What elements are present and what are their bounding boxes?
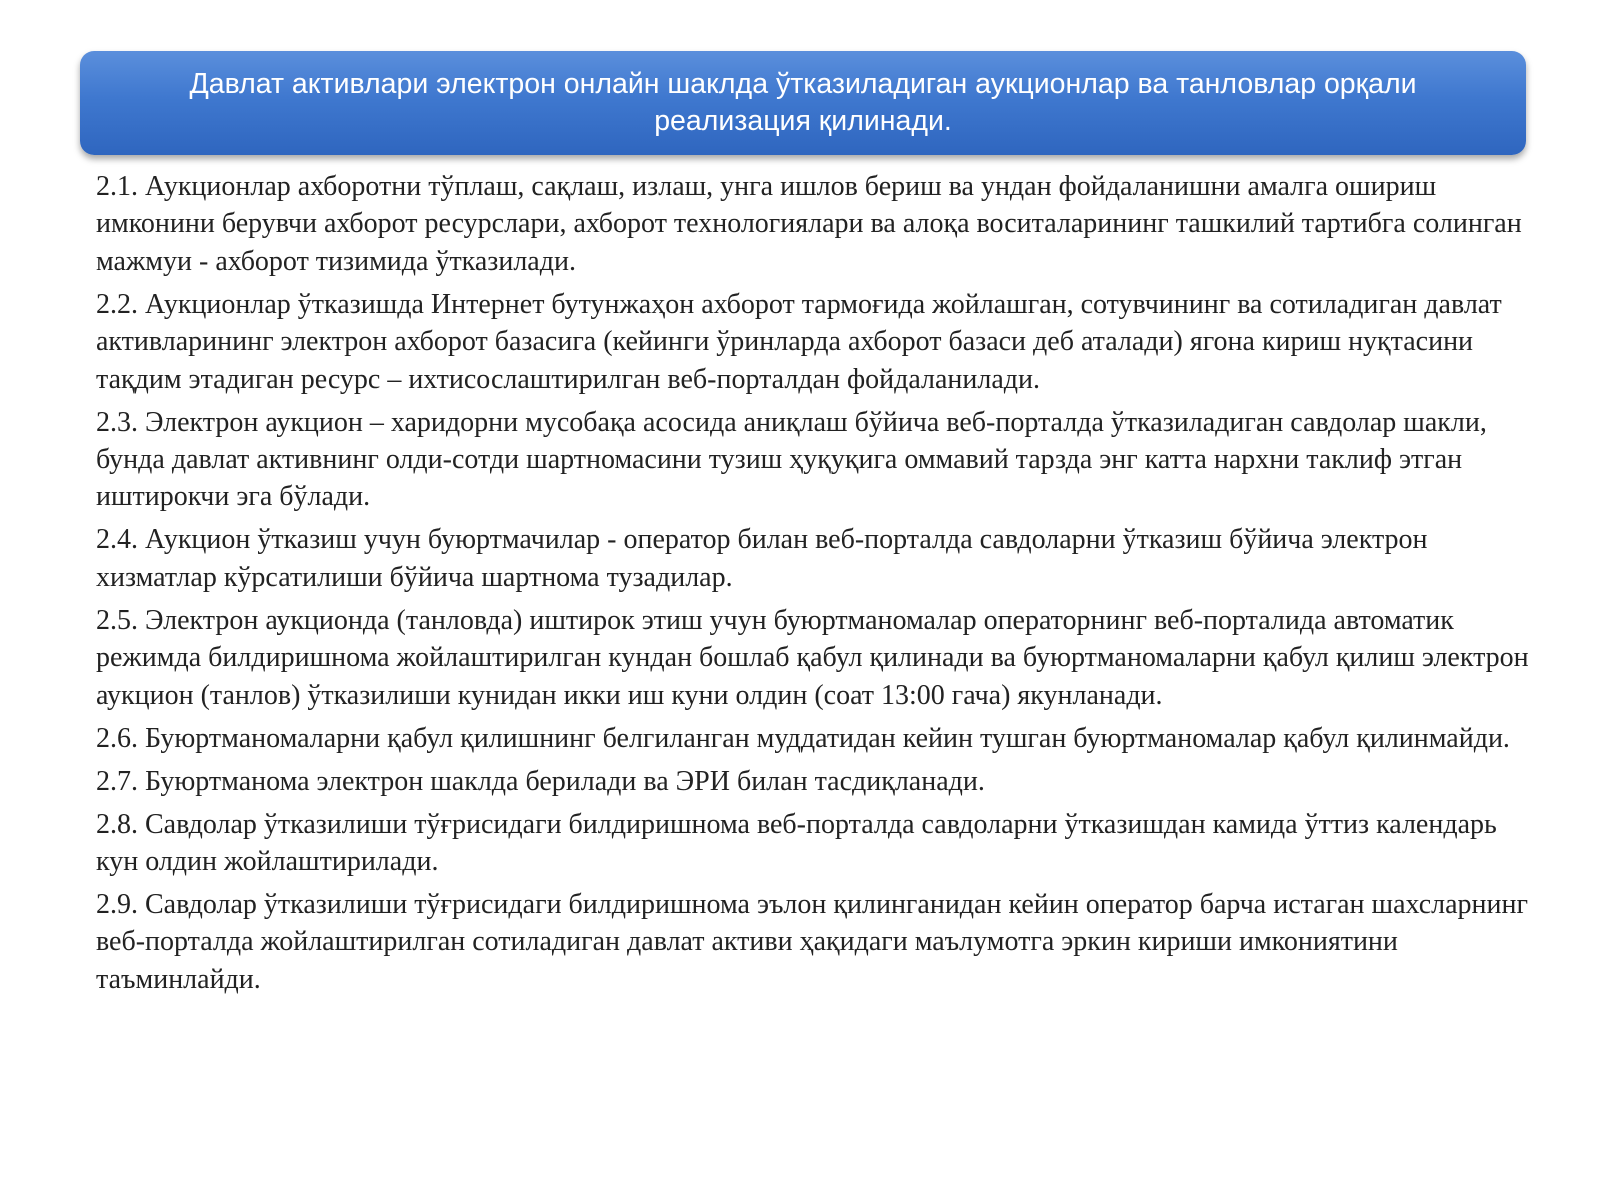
paragraph-2-3: 2.3. Электрон аукцион – харидорни мусобақа асосида аниқлаш бўйича веб-порталда ўтказиладиган савдолар шакли, бунда давлат активнинг олди-сотди шартномасини тузиш ҳуқуқига оммавий тарзда энг катта нархни таклиф этган иштирокчи эга бўлади. (96, 406, 1487, 513)
paragraph-2-7: 2.7. Буюртманома электрон шаклда берилади ва ЭРИ билан тасдиқланади. (96, 765, 985, 797)
paragraph-2-5: 2.5. Электрон аукционда (танловда) иштирок этиш учун буюртманомалар операторнинг веб-порталида автоматик режимда билдиришнома жойлаштирилган кундан бошлаб қабул қилинади ва буюртманомаларни қабул қилиш электрон аукцион (танлов) ўтказилиши кунидан икки иш куни олдин (соат 13:00 гача) якунланади. (96, 604, 1529, 711)
paragraph-2-4: 2.4. Аукцион ўтказиш учун буюртмачилар - оператор билан веб-порталда савдоларни ўтказиш бўйича электрон хизматлар кўрсатилиши бўйича шартнома тузадилар. (96, 524, 1428, 593)
content-body (96, 168, 1542, 1004)
paragraph-2-2: 2.2. Аукционлар ўтказишда Интернет бутунжаҳон ахборот тармоғида жойлашган, сотувчининг ва сотиладиган давлат активларининг электрон ахборот базасига (кейинги ўринларда ахборот базаси деб аталади) ягона кириш нуқтасини тақдим этадиган ресурс – ихтисослаштирилган веб-порталдан фойдаланилади. (96, 288, 1502, 395)
paragraph-2-8: 2.8. Савдолар ўтказилиши тўғрисидаги билдиришнома веб-порталда савдоларни ўтказишдан камида ўттиз календарь кун олдин жойлаштирилади. (96, 808, 1497, 878)
title-banner (80, 51, 1526, 155)
paragraph-2-1: 2.1. Аукционлар ахборотни тўплаш, сақлаш, излаш, унга ишлов бериш ва ундан фойдаланишни амалга ошириш имконини берувчи ахборот ресурслари, ахборот технологиялари ва алоқа воситаларининг ташкилий тартибга солинган мажмуи - ахборот тизимида ўтказилади. (96, 171, 1522, 277)
paragraph-2-9: 2.9. Савдолар ўтказилиши тўғрисидаги билдиришнома эълон қилинганидан кейин оператор барча истаган шахсларнинг веб-порталда жойлаштирилган сотиладиган давлат активи ҳақидаги маълумотга эркин кириши имкониятини таъминлайди. (96, 889, 1528, 995)
paragraph-2-6: 2.6. Буюртманомаларни қабул қилишнинг белгиланган муддатидан кейин тушган буюртманомалар қабул қилинмайди. (96, 722, 1510, 754)
slide-title: Давлат активлари электрон онлайн шаклда ўтказиладиган аукционлар ва танловлар орқали реализация қилинади. (189, 68, 1417, 137)
